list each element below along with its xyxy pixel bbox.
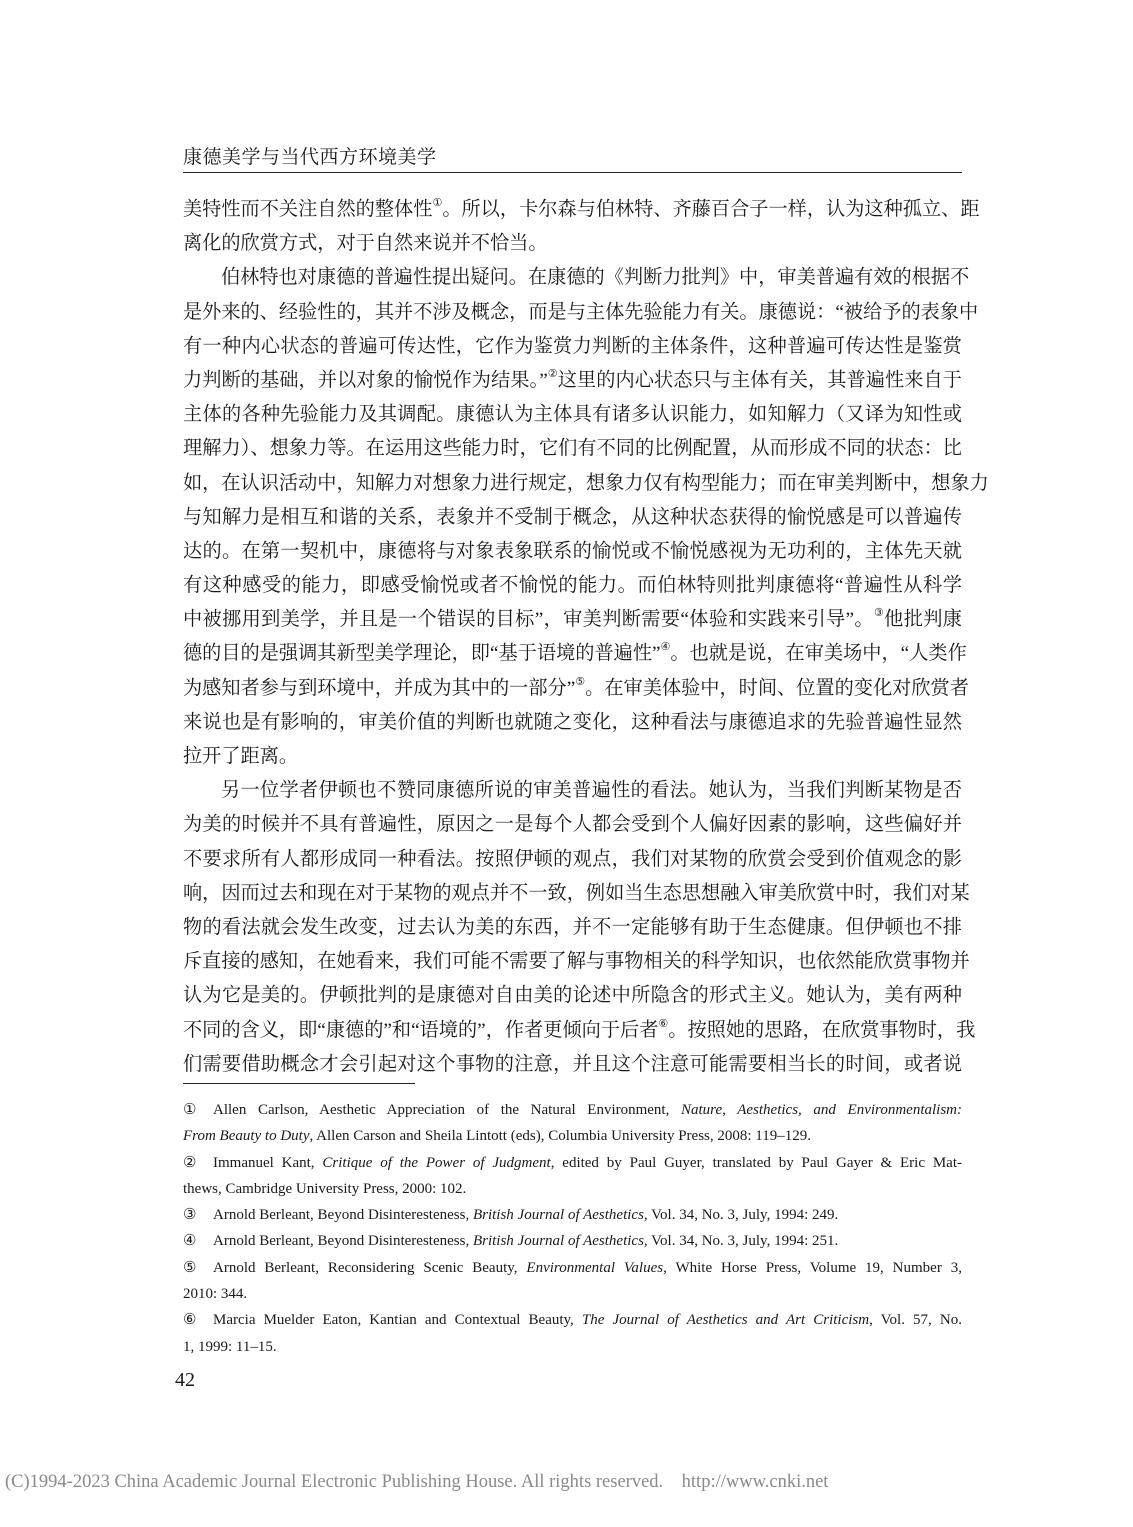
text-run: , edited by Paul Guyer, translated by Paul Gayer & Eric Mat-	[550, 1154, 962, 1171]
copyright-notice: (C)1994-2023 China Academic Journal Electronic Publishing House. All rights reserved. http://www.cnki.net	[5, 1472, 829, 1492]
text-line	[183, 398, 962, 432]
italic-title: Critique of the Power of Judgment	[322, 1154, 551, 1171]
footnote-number: ⑥	[183, 1312, 197, 1329]
text-line	[183, 672, 969, 706]
text-run: 不同的含义，即“康德的”和“语境的”，作者更倾向于后者	[183, 1019, 659, 1041]
text-run: , Vol. 34, No. 3, July, 1994: 249.	[643, 1207, 839, 1224]
text-line	[183, 296, 979, 330]
footnote-line	[183, 1150, 962, 1176]
footnote-number: ⑤	[183, 1259, 197, 1276]
body-text	[183, 193, 989, 1082]
text-line	[183, 911, 962, 945]
footnote-ref: ③	[873, 607, 885, 620]
text-run: 达的。在第一契机中，康德将与对象表象联系的愉悦或不愉悦感视为无功利的，主体先天就	[183, 540, 962, 562]
text-run: 来说也是有影响的，审美价值的判断也就随之变化，这种看法与康德追求的先验普遍性显然	[183, 711, 962, 733]
footnote-line	[183, 1334, 962, 1360]
text-line	[183, 877, 970, 911]
text-run: 2010: 344.	[183, 1286, 248, 1303]
footnote	[183, 1255, 962, 1308]
footnote-line	[183, 1228, 962, 1254]
text-run: 理解力）、想象力等。在运用这些能力时，它们有不同的比例配置，从而形成不同的状态：比	[183, 438, 962, 460]
text-run: 。按照她的思路，在欣赏事物时，我	[668, 1019, 976, 1041]
text-run: 这里的内心状态只与主体有关，其普遍性来自于	[557, 369, 962, 391]
text-run: Arnold Berleant, Beyond Disinteresteness,	[213, 1207, 473, 1224]
text-run: 伯林特也对康德的普遍性提出疑问。在康德的《判断力批判》中，审美普遍有效的根据不	[221, 267, 970, 289]
text-run: 是外来的、经验性的，其并不涉及概念，而是与主体先验能力有关。康德说：“被给予的表象中	[183, 301, 979, 323]
text-run: 物的看法就会发生改变，过去认为美的东西，并不一定能够有助于生态健康。但伊顿也不排	[183, 916, 962, 938]
text-run: Allen Carlson, Aesthetic Appreciation of the Natural Environment,	[213, 1102, 681, 1118]
footnote-number: ③	[183, 1207, 197, 1224]
text-run: 主体的各种先验能力及其调配。康德认为主体具有诸多认识能力，如知解力（又译为知性或	[183, 404, 962, 426]
footnote-line	[183, 1097, 962, 1123]
text-line	[183, 501, 962, 535]
text-line	[183, 227, 962, 261]
text-line	[183, 808, 962, 842]
text-line	[183, 774, 962, 808]
text-line	[183, 603, 962, 637]
text-run: , Allen Carson and Sheila Lintott (eds), Columbia University Press, 2008: 119–129.	[309, 1128, 811, 1145]
italic-title: Nature, Aesthetics, and Environmentalism:	[681, 1102, 962, 1118]
text-run: 不要求所有人都形成同一种看法。按照伊顿的观点，我们对某物的欣赏会受到价值观念的影	[183, 848, 962, 870]
footnote-line	[183, 1123, 962, 1149]
text-line	[183, 330, 962, 364]
text-run: 。在审美体验中，时间、位置的变化对欣赏者	[585, 677, 969, 699]
text-run: 为美的时候并不具有普遍性，原因之一是每个人都会受到个人偏好因素的影响，这些偏好并	[183, 814, 962, 836]
text-run: 们需要借助概念才会引起对这个事物的注意，并且这个注意可能需要相当长的时间，或者说	[183, 1053, 962, 1075]
italic-title: From Beauty to Duty	[183, 1128, 310, 1145]
text-run: 有一种内心状态的普遍可传达性，它作为鉴赏力判断的主体条件，这种普遍可传达性是鉴赏	[183, 335, 962, 357]
text-run: Immanuel Kant,	[213, 1154, 323, 1171]
text-run: 拉开了距离。	[183, 746, 299, 767]
text-line	[183, 1048, 962, 1082]
text-run: Arnold Berleant, Beyond Disinteresteness,	[213, 1233, 473, 1250]
text-line	[183, 1014, 976, 1048]
footnote-line	[183, 1255, 962, 1281]
text-run: 力判断的基础，并以对象的愉悦作为结果。”	[183, 369, 548, 391]
text-run: 。也就是说，在审美场中，“人类作	[670, 643, 967, 665]
text-run: 斥直接的感知，在她看来，我们可能不需要了解与事物相关的科学知识，也依然能欣赏事物并	[183, 951, 970, 973]
text-line	[183, 261, 970, 295]
text-line	[183, 706, 962, 740]
italic-title: The Journal of Aesthetics and Art Criticism	[581, 1312, 870, 1329]
text-line	[183, 467, 989, 501]
text-line	[183, 740, 962, 774]
text-run: thews, Cambridge University Press, 2000: 102.	[183, 1180, 467, 1197]
footnote-rule	[183, 1083, 415, 1084]
text-run: 如，在认识活动中，知解力对想象力进行规定，想象力仅有构型能力；而在审美判断中，想象力	[183, 472, 989, 494]
text-line	[183, 945, 970, 979]
footnote-line	[183, 1202, 962, 1228]
italic-title: Environmental Values	[526, 1259, 664, 1276]
text-run: 离化的欣赏方式，对于自然来说并不恰当。	[183, 233, 548, 255]
running-head: 康德美学与当代西方环境美学	[183, 147, 437, 168]
text-run: 1, 1999: 11–15.	[183, 1338, 277, 1355]
footnote	[183, 1150, 962, 1203]
footnote-ref: ⑥	[658, 1017, 669, 1030]
footnote	[183, 1097, 962, 1150]
text-run: 他批判康	[884, 609, 962, 631]
text-line	[183, 843, 962, 877]
footnote-line	[183, 1281, 962, 1307]
text-run: 美特性而不关注自然的整体性	[183, 199, 433, 220]
text-run: , White Horse Press, Volume 19, Number 3,	[663, 1259, 962, 1276]
footnote	[183, 1307, 962, 1360]
text-line	[183, 432, 962, 466]
paragraph	[183, 774, 976, 1082]
paragraph	[183, 261, 989, 774]
footnote-ref: ④	[660, 641, 671, 654]
footnote-ref: ①	[432, 197, 443, 209]
text-line	[183, 637, 967, 671]
text-run: 德的目的是强调其新型美学理论，即“基于语境的普遍性”	[183, 643, 661, 665]
footnote-line	[183, 1307, 962, 1333]
text-line	[183, 535, 962, 569]
footnote-ref: ②	[547, 367, 558, 380]
italic-title: British Journal of Aesthetics	[472, 1233, 644, 1250]
text-run: Arnold Berleant, Reconsidering Scenic Beauty,	[213, 1259, 527, 1276]
header-rule	[183, 172, 962, 173]
text-line	[183, 569, 962, 603]
italic-title: British Journal of Aesthetics	[472, 1207, 644, 1224]
text-line	[183, 979, 962, 1013]
text-run: , Vol. 57, No.	[869, 1312, 962, 1329]
text-run: 为感知者参与到环境中，并成为其中的一部分”	[183, 677, 576, 699]
footnote	[183, 1228, 962, 1254]
footnote-ref: ⑤	[575, 675, 586, 688]
footnote-number: ②	[183, 1154, 197, 1171]
footnotes	[183, 1097, 962, 1360]
text-run: 响，因而过去和现在对于某物的观点并不一致，例如当生态思想融入审美欣赏中时，我们对某	[183, 882, 970, 904]
footnote-number: ①	[183, 1102, 197, 1118]
text-run: 与知解力是相互和谐的关系，表象并不受制于概念，从这种状态获得的愉悦感是可以普遍传	[183, 506, 962, 528]
text-run: 中被挪用到美学，并且是一个错误的目标”，审美判断需要“体验和实践来引导”。	[183, 609, 874, 631]
text-run: 。所以，卡尔森与伯林特、齐藤百合子一样，认为这种孤立、距	[442, 199, 980, 220]
paragraph	[183, 193, 980, 261]
text-line	[183, 193, 980, 227]
text-run: 认为它是美的。伊顿批判的是康德对自由美的论述中所隐含的形式主义。她认为，美有两种	[183, 985, 962, 1007]
text-run: Marcia Muelder Eaton, Kantian and Contextual Beauty,	[213, 1312, 582, 1329]
text-line	[183, 364, 962, 398]
footnote-line	[183, 1176, 962, 1202]
text-run: 有这种感受的能力，即感受愉悦或者不愉悦的能力。而伯林特则批判康德将“普遍性从科学	[183, 575, 962, 597]
footnote	[183, 1202, 962, 1228]
page-number: 42	[175, 1369, 195, 1391]
text-run: , Vol. 34, No. 3, July, 1994: 251.	[643, 1233, 839, 1250]
footnote-number: ④	[183, 1233, 197, 1250]
text-run: 另一位学者伊顿也不赞同康德所说的审美普遍性的看法。她认为，当我们判断某物是否	[221, 780, 962, 802]
